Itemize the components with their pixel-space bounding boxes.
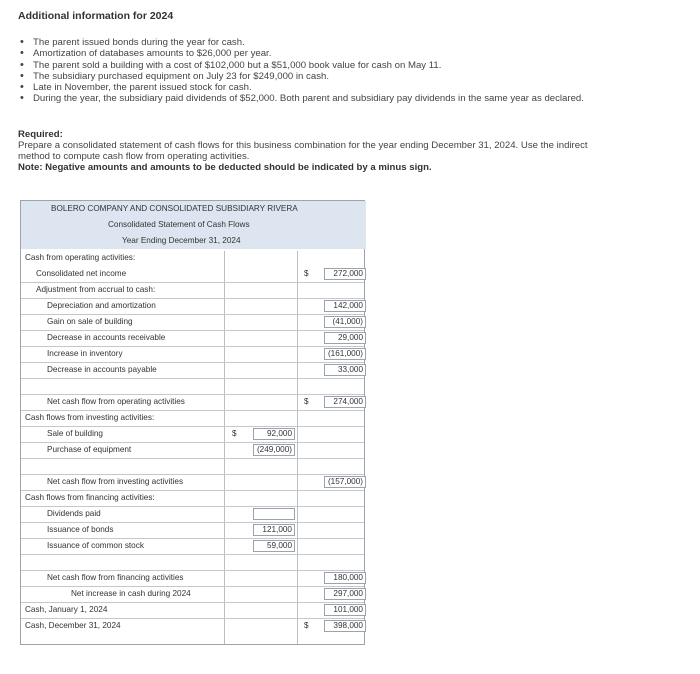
adjustment-header-row [21, 282, 364, 299]
depreciation-input[interactable]: 142,000 [324, 300, 366, 312]
inventory-input[interactable]: (161,000) [324, 348, 366, 360]
statement-period-title: Year Ending December 31, 2024 [122, 236, 241, 245]
gain-row [21, 314, 364, 331]
cash-january-label: Cash, January 1, 2024 [25, 605, 108, 614]
net-investing-row [21, 474, 364, 491]
net-income-label: Consolidated net income [36, 269, 127, 278]
statement-name-title: Consolidated Statement of Cash Flows [108, 220, 250, 229]
adjustment-header-label: Adjustment from accrual to cash: [36, 285, 156, 294]
stock-label: Issuance of common stock [47, 541, 144, 550]
net-operating-input[interactable]: 274,000 [324, 396, 366, 408]
dividends-input[interactable] [253, 508, 295, 520]
receivable-label: Decrease in accounts receivable [47, 333, 166, 342]
cash-december-label: Cash, December 31, 2024 [25, 621, 121, 630]
net-income-row [21, 266, 364, 283]
net-financing-label: Net cash flow from financing activities [47, 573, 184, 582]
bonds-input[interactable]: 121,000 [253, 524, 295, 536]
info-bullet: • Late in November, the parent issued stock for cash. [18, 82, 584, 93]
sale-building-input[interactable]: 92,000 [253, 428, 295, 440]
net-investing-label: Net cash flow from investing activities [47, 477, 184, 486]
required-line-1: Prepare a consolidated statement of cash flows for this business combination for the year ending December 31, 2024. Use the indirect [18, 140, 588, 151]
gain-input[interactable]: (41,000) [324, 316, 366, 328]
net-financing-input[interactable]: 180,000 [324, 572, 366, 584]
net-operating-row [21, 394, 364, 411]
investing-header-row [21, 410, 364, 427]
net-financing-row [21, 570, 364, 587]
receivable-input[interactable]: 29,000 [324, 332, 366, 344]
currency-symbol: $ [304, 269, 309, 278]
depreciation-label: Depreciation and amortization [47, 301, 156, 310]
cash-december-input[interactable]: 398,000 [324, 620, 366, 632]
gain-label: Gain on sale of building [47, 317, 133, 326]
net-income-input[interactable]: 272,000 [324, 268, 366, 280]
bonds-label: Issuance of bonds [47, 525, 114, 534]
required-line-2: method to compute cash flow from operating activities. [18, 151, 250, 162]
receivable-row [21, 330, 364, 347]
payable-row [21, 362, 364, 379]
blank-row [21, 458, 364, 475]
stock-row [21, 538, 364, 555]
payable-label: Decrease in accounts payable [47, 365, 157, 374]
info-bullet: • The parent sold a building with a cost of $102,000 but a $51,000 book value for cash on May 11. [18, 60, 584, 71]
investing-header-label: Cash flows from investing activities: [25, 413, 155, 422]
info-bullet: • The parent issued bonds during the year for cash. [18, 37, 584, 48]
blank-row [21, 378, 364, 395]
cash-january-row [21, 602, 364, 619]
net-increase-label: Net increase in cash during 2024 [71, 589, 191, 598]
net-increase-input[interactable]: 297,000 [324, 588, 366, 600]
inventory-label: Increase in inventory [47, 349, 123, 358]
operating-header-row [21, 250, 364, 266]
required-section [18, 129, 698, 173]
dividends-label: Dividends paid [47, 509, 101, 518]
statement-title-row-2 [21, 217, 366, 233]
purchase-equipment-input[interactable]: (249,000) [253, 444, 295, 456]
cash-january-input[interactable]: 101,000 [324, 604, 366, 616]
currency-symbol: $ [304, 621, 309, 630]
sale-building-row [21, 426, 364, 443]
purchase-equipment-row [21, 442, 364, 459]
net-investing-input[interactable]: (157,000) [324, 476, 366, 488]
currency-symbol: $ [232, 429, 237, 438]
net-operating-label: Net cash flow from operating activities [47, 397, 185, 406]
bonds-row [21, 522, 364, 539]
inventory-row [21, 346, 364, 363]
purchase-equipment-label: Purchase of equipment [47, 445, 132, 454]
net-increase-row [21, 586, 364, 603]
statement-title-row-3 [21, 233, 366, 249]
currency-symbol: $ [304, 397, 309, 406]
blank-row [21, 554, 364, 571]
info-bullet: • During the year, the subsidiary paid dividends of $52,000. Both parent and subsidiary pay dividends in the same year as declared. [18, 93, 584, 104]
required-note: Note: Negative amounts and amounts to be deducted should be indicated by a minus sign. [18, 162, 432, 173]
sale-building-label: Sale of building [47, 429, 103, 438]
info-bullet: • The subsidiary purchased equipment on July 23 for $249,000 in cash. [18, 71, 584, 82]
info-bullet: • Amortization of databases amounts to $26,000 per year. [18, 48, 584, 59]
dividends-row [21, 506, 364, 523]
financing-header-label: Cash flows from financing activities: [25, 493, 155, 502]
depreciation-row [21, 298, 364, 315]
statement-title-row-1 [21, 201, 366, 217]
stock-input[interactable]: 59,000 [253, 540, 295, 552]
operating-header-label: Cash from operating activities: [25, 253, 136, 262]
info-bullet-list [18, 37, 584, 105]
payable-input[interactable]: 33,000 [324, 364, 366, 376]
page-heading: Additional information for 2024 [18, 10, 174, 22]
required-title: Required: [18, 129, 63, 140]
statement-company-title: BOLERO COMPANY AND CONSOLIDATED SUBSIDIARY RIVERA [51, 204, 298, 213]
financing-header-row [21, 490, 364, 507]
cash-flow-statement [20, 200, 365, 645]
cash-december-row [21, 618, 364, 634]
